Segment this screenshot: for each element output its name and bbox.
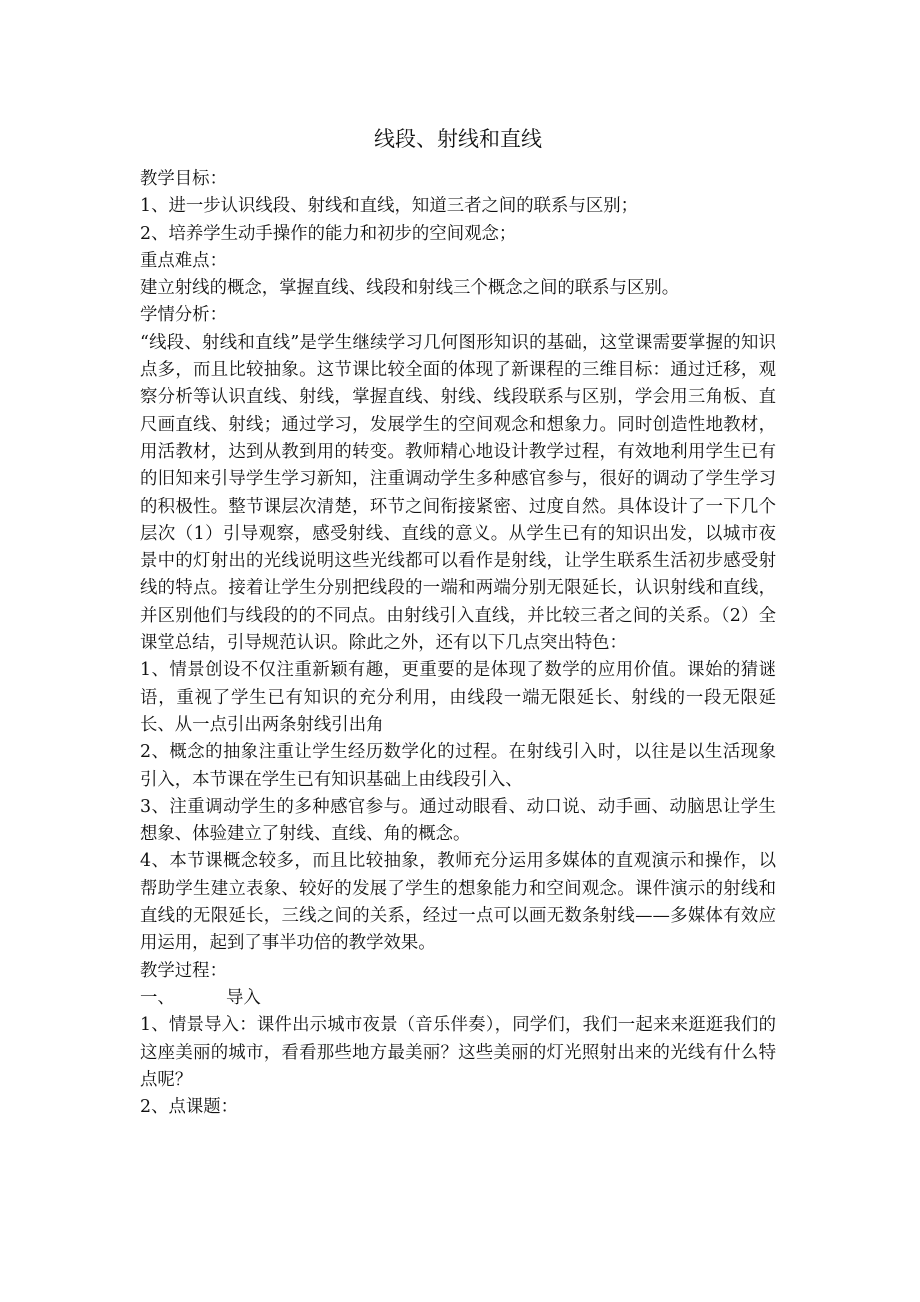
feature-item: 4、本节课概念较多，而且比较抽象，教师充分运用多媒体的直观演示和操作，以帮助学生建立表象、较好的发展了学生的想象能力和空间观念。课件演示的射线和直线的无限延长，三线之间的关系，经过一点可以画无数条射线——多媒体有效应用运用，起到了事半功倍的教学效果。 (140, 851, 776, 954)
analysis-paragraph: “线段、射线和直线”是学生继续学习几何图形知识的基础，这堂课需要掌握的知识点多，而且比较抽象。这节课比较全面的体现了新课程的三维目标：通过迁移，观察分析等认识直线、射线，掌握直线、射线、线段联系与区别，学会用三角板、直尺画直线、射线；通过学习，发展学生的空间观念和想象力。同时创造性地教材，用活教材，达到从教到用的转变。教师精心地设计教学过程，有效地利用学生已有的旧知来引导学生学习新知，注重调动学生多种感官参与，很好的调动了学生学习的积极性。整节课层次清楚，环节之间衔接紧密、过度自然。具体设计了一下几个层次（1）引导观察，感受射线、直线的意义。从学生已有的知识出发，以城市夜景中的灯射出的光线说明这些光线都可以看作是射线，让学生联系生活初步感受射线的特点。接着让学生分别把线段的一端和两端分别无限延长，认识射线和直线，并区别他们与线段的的不同点。由射线引入直线，并比较三者之间的关系。（2）全课堂总结，引导规范认识。除此之外，还有以下几点突出特色： (140, 332, 776, 654)
document-title: 线段、射线和直线 (374, 127, 542, 151)
feature-item: 2、概念的抽象注重让学生经历数学化的过程。在射线引入时，以往是以生活现象引入，本节课在学生已有知识基础上由线段引入、 (140, 742, 776, 790)
key-points-text: 建立射线的概念，掌握直线、线段和射线三个概念之间的联系与区别。 (140, 278, 680, 299)
feature-item: 3、注重调动学生的多种感官参与。通过动眼看、动口说、动手画、动脑思让学生想象、体验建立了射线、直线、角的概念。 (140, 796, 776, 845)
key-points-heading: 重点难点： (140, 250, 227, 271)
stage-number: 一、 (140, 987, 175, 1008)
stage-heading (140, 985, 776, 1012)
document-body (140, 122, 776, 1121)
process-heading: 教学过程： (140, 960, 227, 981)
feature-item: 1、情景创设不仅注重新颖有趣，更重要的是体现了数学的应用价值。课始的猜谜语，重视了学生已有知识的充分利用，由线段一端无限延长、射线的一段无限延长、从一点引出两条射线引出角 (140, 660, 776, 735)
goal-item: 2、培养学生动手操作的能力和初步的空间观念； (140, 223, 517, 244)
stage-label: 导入 (226, 987, 261, 1008)
analysis-heading: 学情分析： (140, 305, 227, 326)
process-step: 1、情景导入：课件出示城市夜景（音乐伴奏），同学们，我们一起来来逛逛我们的这座美丽的城市，看看那些地方最美丽？这些美丽的灯光照射出来的光线有什么特点呢？ (140, 1015, 776, 1090)
process-step: 2、点课题： (140, 1097, 239, 1118)
goals-heading: 教学目标： (140, 169, 227, 189)
goal-item: 1、进一步认识线段、射线和直线，知道三者之间的联系与区别； (140, 196, 639, 217)
